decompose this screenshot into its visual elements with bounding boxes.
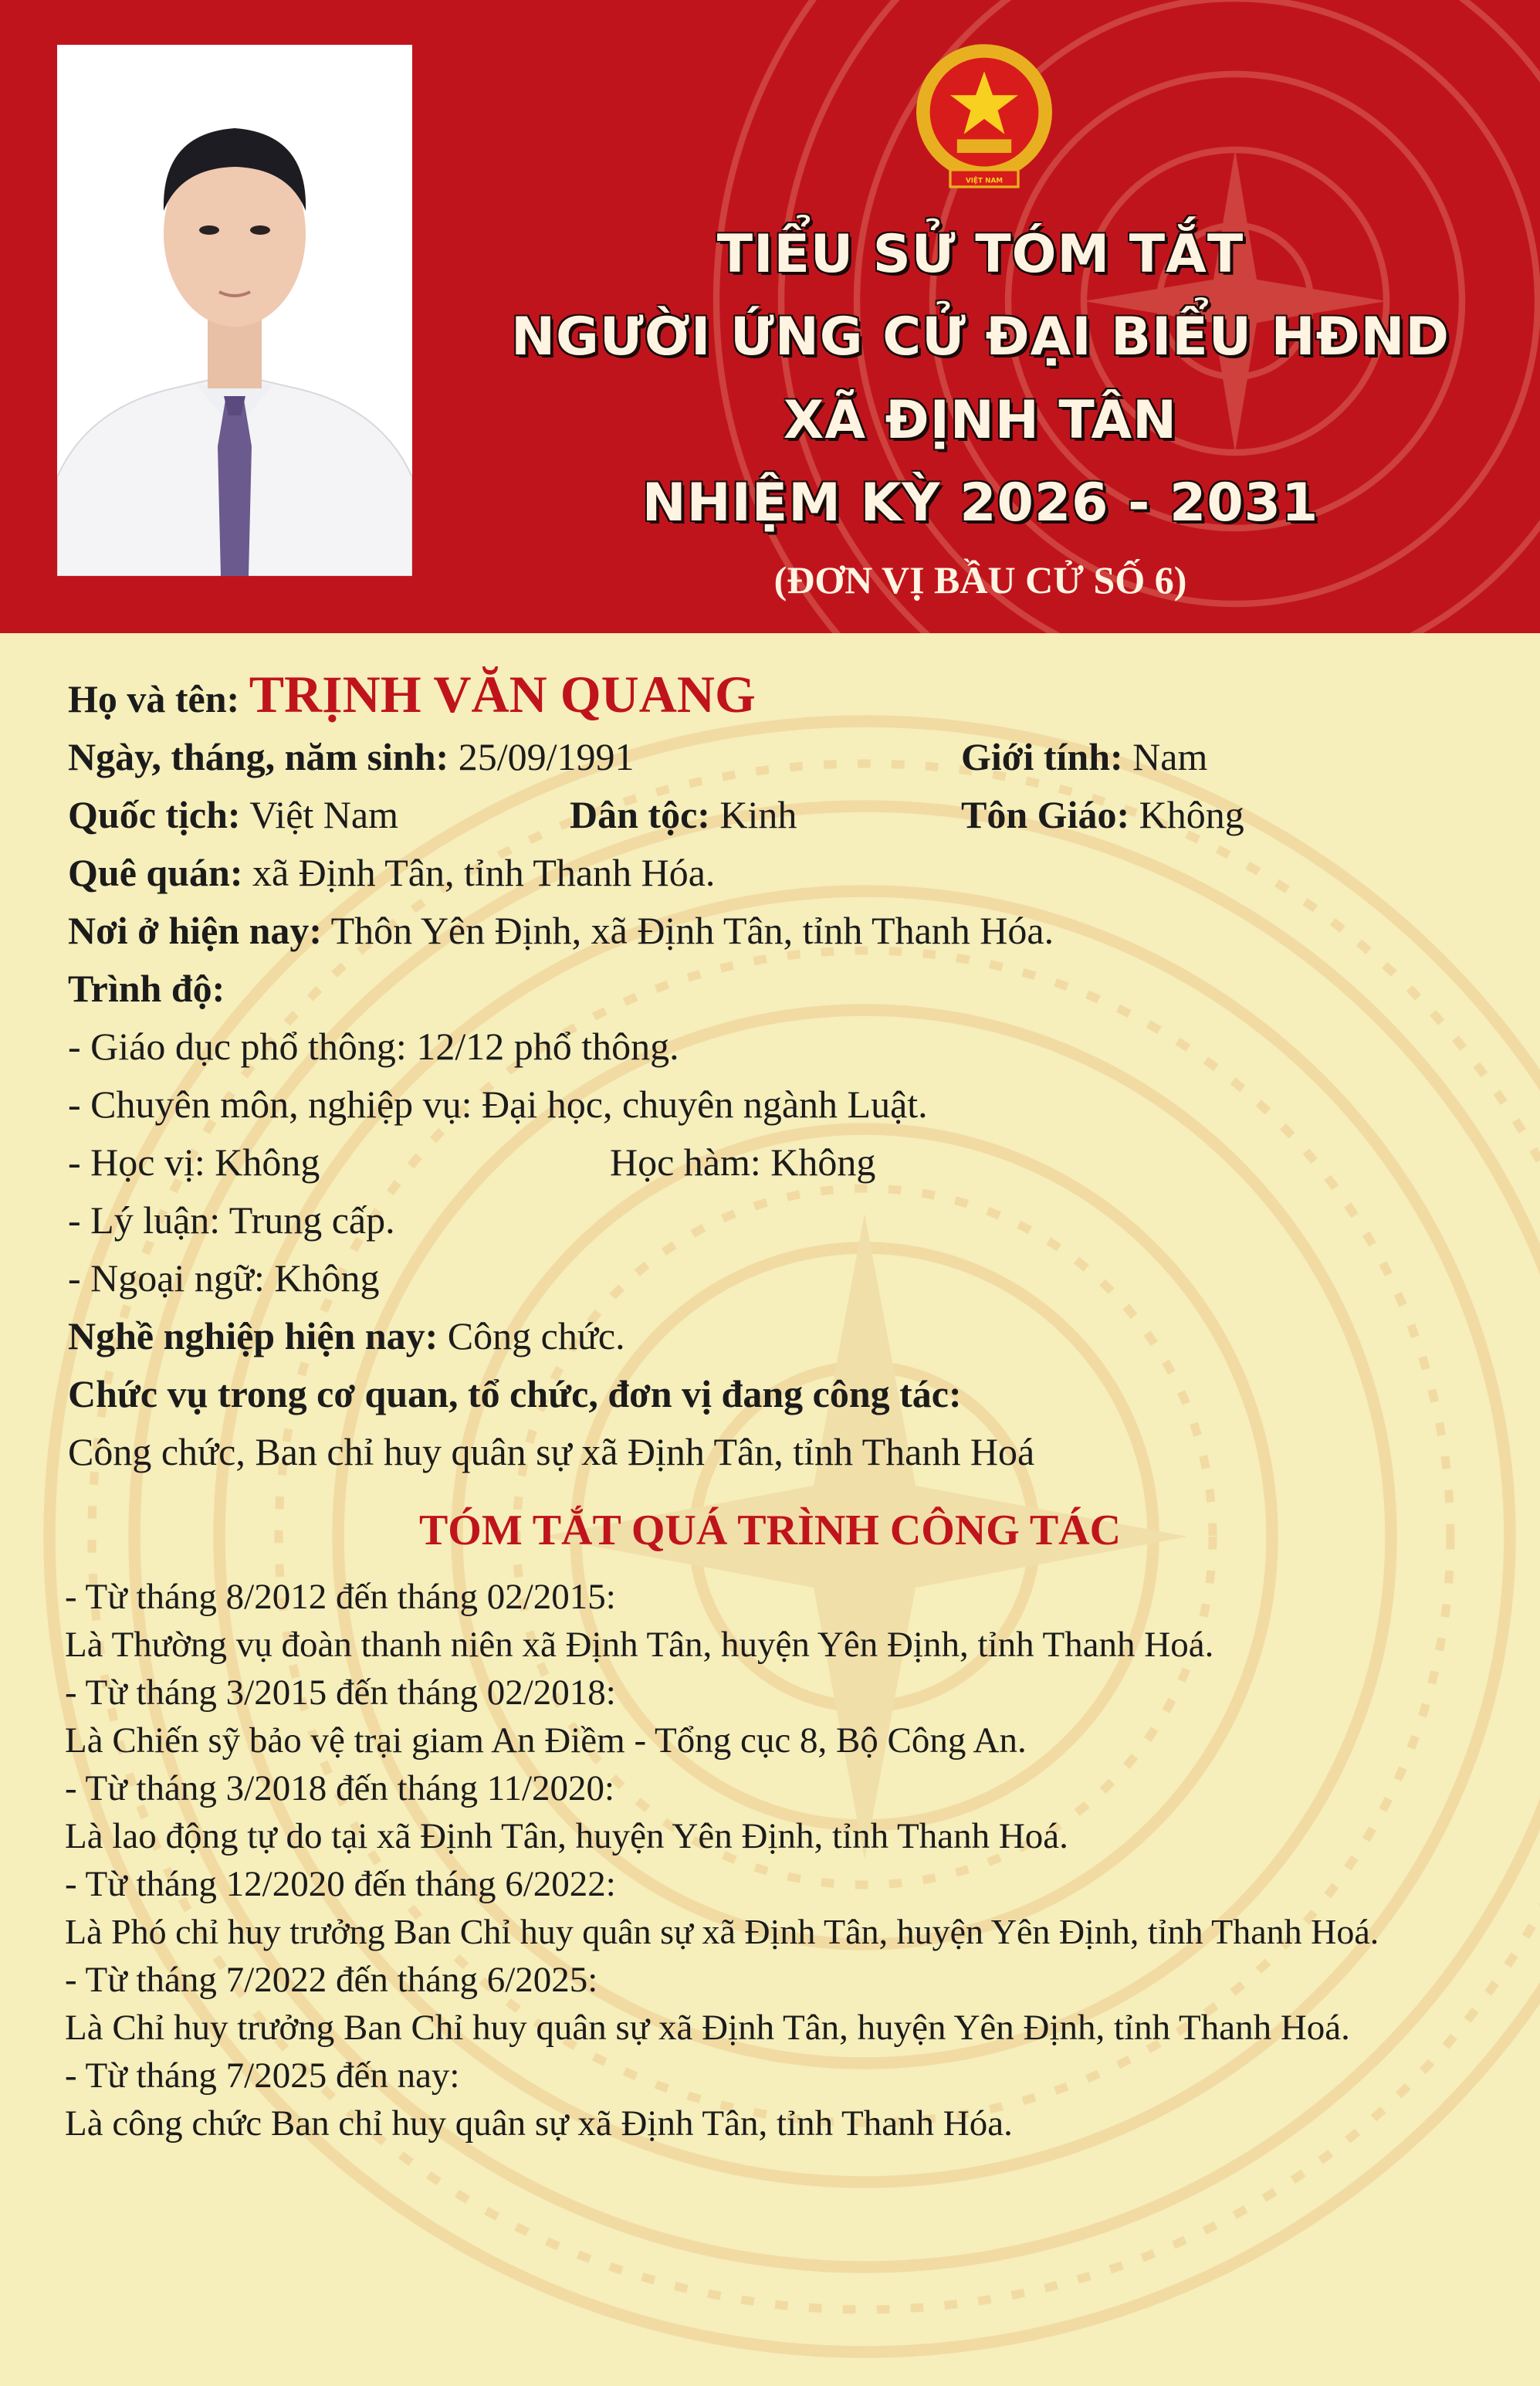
name-row	[68, 665, 756, 724]
svg-text:VIỆT NAM: VIỆT NAM	[965, 177, 1004, 185]
religion-label: Tôn Giáo:	[961, 793, 1130, 836]
residence-value: Thôn Yên Định, xã Định Tân, tỉnh Thanh Hóa.	[330, 909, 1054, 952]
candidate-photo	[57, 45, 412, 576]
gender-label: Giới tính:	[961, 735, 1123, 778]
education-label: Trình độ:	[68, 967, 225, 1010]
title-line-4: NHIỆM KỲ 2026 - 2031	[641, 473, 1319, 534]
history-line: - Từ tháng 12/2020 đến tháng 6/2022:	[65, 1864, 616, 1904]
history-line: Là Phó chỉ huy trưởng Ban Chỉ huy quân sự xã Định Tân, huyện Yên Định, tỉnh Thanh Hoá.	[65, 1912, 1379, 1951]
gender-row	[961, 737, 1207, 776]
history-line: - Từ tháng 3/2018 đến tháng 11/2020:	[65, 1768, 615, 1808]
position-label: Chức vụ trong cơ quan, tổ chức, đơn vị đang công tác:	[68, 1372, 962, 1415]
academic-title: Học hàm: Không	[610, 1140, 876, 1184]
history-line: - Từ tháng 7/2022 đến tháng 6/2025:	[65, 1960, 598, 2000]
history-line: - Từ tháng 8/2012 đến tháng 02/2015:	[65, 1577, 616, 1617]
history-line: Là công chức Ban chỉ huy quân sự xã Định Tân, tỉnh Thanh Hóa.	[65, 2103, 1013, 2144]
religion-value: Không	[1139, 793, 1244, 836]
history-line: - Từ tháng 3/2015 đến tháng 02/2018:	[65, 1673, 616, 1713]
specialty: - Chuyên môn, nghiệp vụ: Đại học, chuyên ngành Luật.	[68, 1083, 928, 1126]
title-line-3: XÃ ĐỊNH TÂN	[783, 390, 1178, 451]
general-education: - Giáo dục phổ thông: 12/12 phổ thông.	[68, 1025, 679, 1068]
history-title: TÓM TẮT QUÁ TRÌNH CÔNG TÁC	[418, 1507, 1122, 1554]
ethnicity-value: Kinh	[719, 793, 797, 836]
occupation-label: Nghề nghiệp hiện nay:	[68, 1314, 438, 1357]
hometown-row	[68, 853, 715, 892]
nationality-label: Quốc tịch:	[68, 793, 241, 836]
position-value: Công chức, Ban chỉ huy quân sự xã Định Tân, tỉnh Thanh Hoá	[68, 1430, 1035, 1473]
history-line: Là Chiến sỹ bảo vệ trại giam An Điềm - Tổng cục 8, Bộ Công An.	[65, 1720, 1027, 1761]
dob-row	[68, 737, 635, 776]
title-line-1: TIỂU SỬ TÓM TẮT	[716, 224, 1244, 285]
dob-label: Ngày, tháng, năm sinh:	[68, 735, 449, 778]
political-theory: - Lý luận: Trung cấp.	[68, 1198, 395, 1242]
ethnicity-row	[570, 795, 797, 834]
residence-label: Nơi ở hiện nay:	[68, 909, 323, 952]
ethnicity-label: Dân tộc:	[570, 793, 710, 836]
name-label: Họ và tên:	[68, 677, 240, 720]
hometown-value: xã Định Tân, tỉnh Thanh Hóa.	[252, 851, 716, 894]
occupation-value: Công chức.	[447, 1314, 625, 1357]
occupation-row	[68, 1314, 625, 1357]
hometown-label: Quê quán:	[68, 851, 243, 894]
header-banner	[0, 0, 1540, 633]
gender-value: Nam	[1132, 735, 1208, 778]
history-line: Là Thường vụ đoàn thanh niên xã Định Tân, huyện Yên Định, tỉnh Thanh Hoá.	[65, 1625, 1214, 1665]
nationality-value: Việt Nam	[249, 793, 398, 836]
foreign-language: - Ngoại ngữ: Không	[68, 1256, 380, 1300]
history-line: Là Chỉ huy trưởng Ban Chỉ huy quân sự xã Định Tân, huyện Yên Định, tỉnh Thanh Hoá.	[65, 2008, 1350, 2048]
history-line: - Từ tháng 7/2025 đến nay:	[65, 2056, 460, 2096]
religion-row	[961, 795, 1244, 834]
history-line: Là lao động tự do tại xã Định Tân, huyện Yên Định, tỉnh Thanh Hoá.	[65, 1816, 1068, 1856]
candidate-name: TRỊNH VĂN QUANG	[249, 665, 756, 724]
election-unit: (ĐƠN VỊ BẦU CỬ SỐ 6)	[773, 558, 1187, 602]
degree: - Học vị: Không	[68, 1140, 320, 1184]
nationality-row	[68, 795, 398, 834]
dob-value: 25/09/1991	[458, 735, 635, 778]
national-emblem-icon	[899, 34, 1069, 204]
title-line-2: NGƯỜI ỨNG CỬ ĐẠI BIỂU HĐND	[511, 307, 1450, 368]
residence-row	[68, 911, 1054, 950]
